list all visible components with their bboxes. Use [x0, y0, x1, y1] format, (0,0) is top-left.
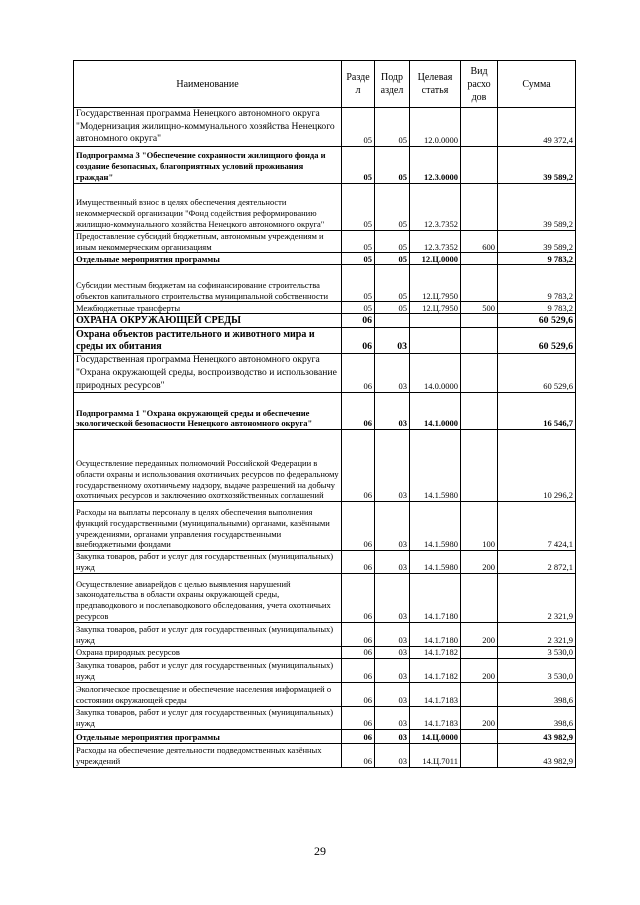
- cell-name: Экологическое просвещение и обеспечение населения информацией о состоянии окружающей среды: [74, 682, 342, 706]
- cell-target: 14.1.7180: [410, 573, 461, 622]
- cell-kind: [461, 573, 498, 622]
- cell-section: 05: [342, 253, 375, 265]
- cell-name: Закупка товаров, работ и услуг для государственных (муниципальных) нужд: [74, 551, 342, 574]
- cell-subsection: 03: [375, 622, 410, 646]
- header-section: Разде л: [342, 61, 375, 108]
- cell-name: Подпрограмма 1 "Охрана окружающей среды и обеспечение экологической безопасности Ненецкого автономного округа": [74, 393, 342, 430]
- cell-name: Закупка товаров, работ и услуг для государственных (муниципальных) нужд: [74, 706, 342, 729]
- table-row: [74, 743, 576, 767]
- cell-target: 12.Ц.0000: [410, 253, 461, 265]
- cell-subsection: 05: [375, 230, 410, 253]
- cell-target: 14.1.0000: [410, 393, 461, 430]
- cell-kind: [461, 314, 498, 328]
- cell-section: 06: [342, 682, 375, 706]
- cell-target: 14.1.5980: [410, 551, 461, 574]
- cell-sum: 43 982,9: [498, 729, 576, 743]
- header-sum: Сумма: [498, 61, 576, 108]
- cell-target: 14.Ц.0000: [410, 729, 461, 743]
- cell-section: 06: [342, 646, 375, 658]
- table-body: [74, 108, 576, 768]
- cell-target: [410, 328, 461, 354]
- cell-sum: 43 982,9: [498, 743, 576, 767]
- cell-kind: 500: [461, 302, 498, 314]
- table-row: [74, 706, 576, 729]
- cell-name: Имущественный взнос в целях обеспечения деятельности некоммерческой организации "Фонд содействия реформированию жилищно-коммунального хозяйства Ненецкого автономного округа": [74, 183, 342, 230]
- cell-section: 05: [342, 146, 375, 183]
- cell-section: 05: [342, 302, 375, 314]
- page-number: 29: [314, 844, 326, 858]
- cell-sum: 9 783,2: [498, 302, 576, 314]
- cell-subsection: 03: [375, 502, 410, 551]
- cell-subsection: 05: [375, 265, 410, 302]
- cell-target: 14.1.7182: [410, 646, 461, 658]
- cell-section: 06: [342, 354, 375, 393]
- cell-name: Закупка товаров, работ и услуг для государственных (муниципальных) нужд: [74, 622, 342, 646]
- cell-section: 06: [342, 502, 375, 551]
- table-row: [74, 622, 576, 646]
- table-row: [74, 729, 576, 743]
- table-row: [74, 658, 576, 682]
- cell-subsection: 03: [375, 646, 410, 658]
- cell-kind: 600: [461, 230, 498, 253]
- cell-subsection: 03: [375, 743, 410, 767]
- header-subsection: Подр аздел: [375, 61, 410, 108]
- cell-kind: [461, 108, 498, 147]
- cell-name: Государственная программа Ненецкого автономного округа "Охрана окружающей среды, воспроизводство и использование природных ресурсов": [74, 354, 342, 393]
- cell-subsection: 03: [375, 430, 410, 502]
- cell-name: Предоставление субсидий бюджетным, автономным учреждениям и иным некоммерческим организациям: [74, 230, 342, 253]
- cell-target: 14.1.7180: [410, 622, 461, 646]
- cell-sum: 2 872,1: [498, 551, 576, 574]
- budget-table: [73, 60, 576, 768]
- cell-section: 06: [342, 658, 375, 682]
- table-row: [74, 682, 576, 706]
- cell-kind: 200: [461, 551, 498, 574]
- cell-sum: 3 530,0: [498, 646, 576, 658]
- header-kind: Вид расхо дов: [461, 61, 498, 108]
- cell-sum: 2 321,9: [498, 573, 576, 622]
- cell-subsection: 05: [375, 253, 410, 265]
- cell-subsection: 05: [375, 302, 410, 314]
- table-row: [74, 551, 576, 574]
- cell-section: 05: [342, 108, 375, 147]
- cell-name: Охрана объектов растительного и животного мира и среды их обитания: [74, 328, 342, 354]
- table-row: [74, 314, 576, 328]
- cell-section: 06: [342, 430, 375, 502]
- cell-kind: [461, 682, 498, 706]
- cell-section: 06: [342, 743, 375, 767]
- table-row: [74, 502, 576, 551]
- cell-target: 12.Ц.7950: [410, 265, 461, 302]
- cell-section: 05: [342, 230, 375, 253]
- cell-name: Расходы на обеспечение деятельности подведомственных казённых учреждений: [74, 743, 342, 767]
- cell-sum: 39 589,2: [498, 230, 576, 253]
- table-row: [74, 265, 576, 302]
- cell-target: [410, 314, 461, 328]
- cell-target: 14.1.7183: [410, 682, 461, 706]
- table-row: [74, 302, 576, 314]
- cell-target: 12.0.0000: [410, 108, 461, 147]
- table-row: [74, 573, 576, 622]
- cell-target: 14.0.0000: [410, 354, 461, 393]
- cell-subsection: 03: [375, 706, 410, 729]
- table-row: [74, 393, 576, 430]
- cell-kind: 200: [461, 622, 498, 646]
- table-row: [74, 430, 576, 502]
- table-row: [74, 253, 576, 265]
- cell-sum: 60 529,6: [498, 354, 576, 393]
- cell-target: 12.Ц.7950: [410, 302, 461, 314]
- cell-sum: 7 424,1: [498, 502, 576, 551]
- cell-name: Отдельные мероприятия программы: [74, 729, 342, 743]
- cell-subsection: 05: [375, 146, 410, 183]
- cell-section: 06: [342, 622, 375, 646]
- table-row: [74, 230, 576, 253]
- table-header-row: [74, 61, 576, 108]
- cell-section: 06: [342, 706, 375, 729]
- cell-section: 06: [342, 729, 375, 743]
- cell-kind: [461, 253, 498, 265]
- cell-section: 06: [342, 314, 375, 328]
- cell-subsection: 03: [375, 328, 410, 354]
- cell-name: Осуществление переданных полномочий Российской Федерации в области охраны и использования охотничьих ресурсов по федеральному государственному охотничьему надзору, выдаче разрешений на добычу охотничьих ресурсов и заключению охотхозяйственных соглашений: [74, 430, 342, 502]
- cell-name: Государственная программа Ненецкого автономного округа "Модернизация жилищно-коммунального хозяйства Ненецкого автономного округа": [74, 108, 342, 147]
- cell-subsection: 03: [375, 354, 410, 393]
- cell-subsection: [375, 314, 410, 328]
- cell-kind: [461, 265, 498, 302]
- table-row: [74, 646, 576, 658]
- cell-target: 12.3.0000: [410, 146, 461, 183]
- table-row: [74, 328, 576, 354]
- cell-kind: [461, 393, 498, 430]
- cell-sum: 9 783,2: [498, 253, 576, 265]
- cell-name: Межбюджетные трансферты: [74, 302, 342, 314]
- cell-target: 14.1.5980: [410, 430, 461, 502]
- header-target: Целевая статья: [410, 61, 461, 108]
- cell-section: 06: [342, 573, 375, 622]
- cell-target: 12.3.7352: [410, 230, 461, 253]
- cell-kind: [461, 646, 498, 658]
- cell-target: 14.1.7183: [410, 706, 461, 729]
- cell-sum: 16 546,7: [498, 393, 576, 430]
- cell-target: 14.1.5980: [410, 502, 461, 551]
- cell-name: Охрана природных ресурсов: [74, 646, 342, 658]
- cell-kind: [461, 729, 498, 743]
- cell-kind: 200: [461, 658, 498, 682]
- cell-name: Отдельные мероприятия программы: [74, 253, 342, 265]
- cell-target: 14.Ц.7011: [410, 743, 461, 767]
- cell-subsection: 03: [375, 729, 410, 743]
- cell-sum: 60 529,6: [498, 314, 576, 328]
- cell-target: 12.3.7352: [410, 183, 461, 230]
- header-name: Наименование: [74, 61, 342, 108]
- cell-kind: [461, 743, 498, 767]
- cell-name: Подпрограмма 3 "Обеспечение сохранности жилищного фонда и создание безопасных, благоприятных условий проживания граждан": [74, 146, 342, 183]
- cell-kind: 200: [461, 706, 498, 729]
- document-page: [73, 60, 575, 768]
- cell-name: Субсидии местным бюджетам на софинансирование строительства объектов капитального строительства муниципальной собственности: [74, 265, 342, 302]
- cell-sum: 2 321,9: [498, 622, 576, 646]
- table-row: [74, 354, 576, 393]
- cell-kind: [461, 354, 498, 393]
- cell-subsection: 05: [375, 108, 410, 147]
- cell-name: ОХРАНА ОКРУЖАЮЩЕЙ СРЕДЫ: [74, 314, 342, 328]
- cell-subsection: 03: [375, 682, 410, 706]
- cell-name: Расходы на выплаты персоналу в целях обеспечения выполнения функций государственными (муниципальными) органами, казёнными учреждениями, органами управления государственными внебюджетными фондами: [74, 502, 342, 551]
- cell-subsection: 03: [375, 551, 410, 574]
- cell-sum: 9 783,2: [498, 265, 576, 302]
- cell-name: Осуществление авиарейдов с целью выявления нарушений законодательства в области охраны окружающей среды, предпаводкового и послепаводкового обследования, учета охотничьих ресурсов: [74, 573, 342, 622]
- cell-section: 06: [342, 393, 375, 430]
- cell-subsection: 03: [375, 393, 410, 430]
- cell-sum: 49 372,4: [498, 108, 576, 147]
- cell-sum: 398,6: [498, 682, 576, 706]
- cell-section: 05: [342, 183, 375, 230]
- cell-sum: 39 589,2: [498, 146, 576, 183]
- cell-section: 05: [342, 265, 375, 302]
- cell-kind: 100: [461, 502, 498, 551]
- table-row: [74, 108, 576, 147]
- cell-section: 06: [342, 551, 375, 574]
- cell-kind: [461, 430, 498, 502]
- cell-name: Закупка товаров, работ и услуг для государственных (муниципальных) нужд: [74, 658, 342, 682]
- cell-sum: 10 296,2: [498, 430, 576, 502]
- cell-section: 06: [342, 328, 375, 354]
- cell-subsection: 03: [375, 658, 410, 682]
- cell-sum: 60 529,6: [498, 328, 576, 354]
- cell-sum: 3 530,0: [498, 658, 576, 682]
- cell-kind: [461, 183, 498, 230]
- cell-kind: [461, 328, 498, 354]
- cell-sum: 39 589,2: [498, 183, 576, 230]
- cell-kind: [461, 146, 498, 183]
- table-row: [74, 183, 576, 230]
- cell-subsection: 05: [375, 183, 410, 230]
- cell-target: 14.1.7182: [410, 658, 461, 682]
- cell-subsection: 03: [375, 573, 410, 622]
- cell-sum: 398,6: [498, 706, 576, 729]
- table-row: [74, 146, 576, 183]
